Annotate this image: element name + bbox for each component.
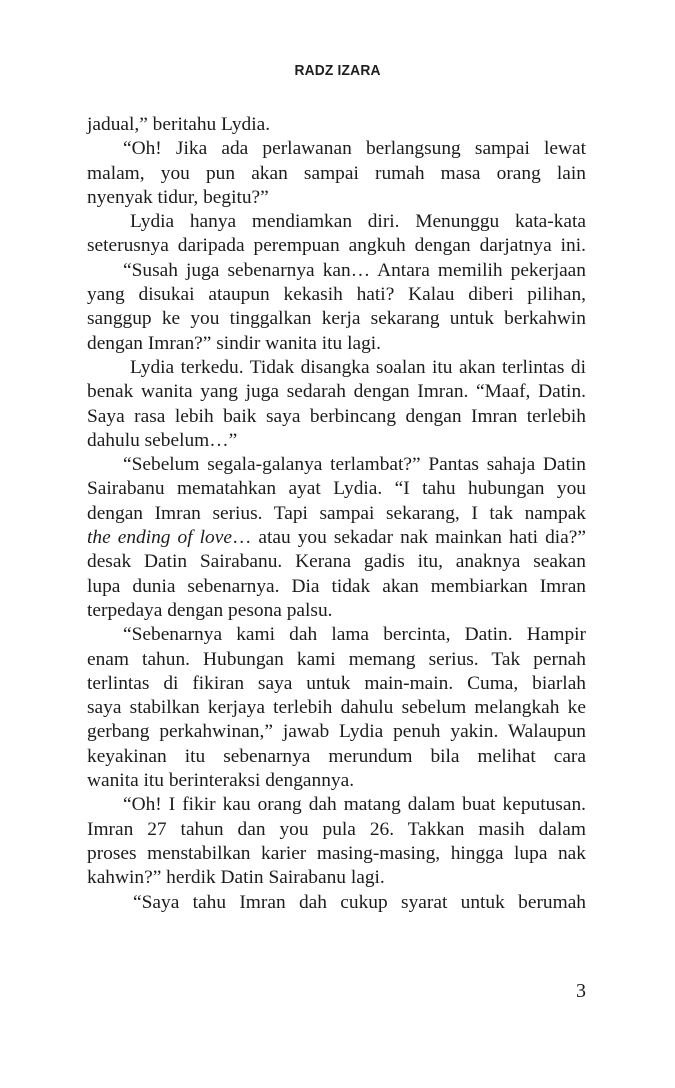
text-line: malam, you pun akan sampai rumah masa orang lain	[87, 162, 586, 184]
text-line: terlintas di fikiran saya untuk main-main. Cuma, biarlah	[87, 672, 586, 694]
text-line: terpedaya dengan pesona palsu.	[87, 599, 333, 621]
text-line: “Susah juga sebenarnya kan… Antara memilih pekerjaan	[123, 259, 586, 281]
text-line: Lydia hanya mendiamkan diri. Menunggu kata-kata	[130, 211, 586, 233]
text-line: dahulu sebelum…”	[87, 429, 238, 451]
text-line: benak wanita yang juga sedarah dengan Imran. “Maaf, Datin.	[87, 381, 586, 403]
running-head: RADZ IZARA	[294, 62, 381, 79]
page-number: 3	[576, 980, 586, 1002]
text-line: Lydia terkedu. Tidak disangka soalan itu akan terlintas di	[130, 356, 586, 378]
text-line: saya stabilkan kerjaya terlebih dahulu sebelum melangkah ke	[87, 697, 586, 719]
text-line: Sairabanu mematahkan ayat Lydia. “I tahu hubungan you	[87, 478, 586, 500]
text-line: lupa dunia sebenarnya. Dia tidak akan membiarkan Imran	[87, 575, 586, 597]
text-line: wanita itu berinteraksi dengannya.	[87, 770, 355, 792]
text-line: “Sebenarnya kami dah lama bercinta, Datin. Hampir	[123, 624, 586, 646]
text-line: Imran 27 tahun dan you pula 26. Takkan masih dalam	[87, 818, 586, 840]
text-line-rest: … atau you sekadar nak mainkan hati dia?”	[231, 527, 586, 549]
text-line: “Oh! I fikir kau orang dah matang dalam buat keputusan.	[123, 794, 586, 816]
text-line: dengan Imran?” sindir wanita itu lagi.	[87, 332, 381, 354]
text-line: jadual,” beritahu Lydia.	[87, 114, 271, 135]
text-line: proses menstabilkan karier masing-masing, hingga lupa nak	[87, 842, 586, 864]
text-line: keyakinan itu sebenarnya merundum bila melihat cara	[87, 745, 586, 767]
text-line-mixed	[87, 526, 586, 550]
text-line: yang disukai ataupun kekasih hati? Kalau diberi pilihan,	[87, 284, 586, 306]
text-line: nyenyak tidur, begitu?”	[87, 186, 269, 208]
text-line: dengan Imran serius. Tapi sampai sekarang, I tak nampak	[87, 502, 586, 524]
body-text	[87, 113, 586, 915]
italic-phrase: the ending of love	[87, 527, 232, 549]
text-line: “Sebelum segala-galanya terlambat?” Pantas sahaja Datin	[123, 454, 586, 476]
text-line: “Saya tahu Imran dah cukup syarat untuk berumah	[133, 891, 586, 913]
text-line: seterusnya daripada perempuan angkuh dengan darjatnya ini.	[87, 235, 586, 257]
text-line: desak Datin Sairabanu. Kerana gadis itu, anaknya seakan	[87, 551, 586, 573]
text-line: enam tahun. Hubungan kami memang serius. Tak pernah	[87, 648, 586, 670]
text-line: “Oh! Jika ada perlawanan berlangsung sampai lewat	[123, 138, 586, 160]
text-line: kahwin?” herdik Datin Sairabanu lagi.	[87, 867, 385, 889]
text-line: Saya rasa lebih baik saya berbincang dengan Imran terlebih	[87, 405, 586, 427]
text-line: gerbang perkahwinan,” jawab Lydia penuh yakin. Walaupun	[87, 721, 586, 743]
text-line: sanggup ke you tinggalkan kerja sekarang untuk berkahwin	[87, 308, 586, 330]
